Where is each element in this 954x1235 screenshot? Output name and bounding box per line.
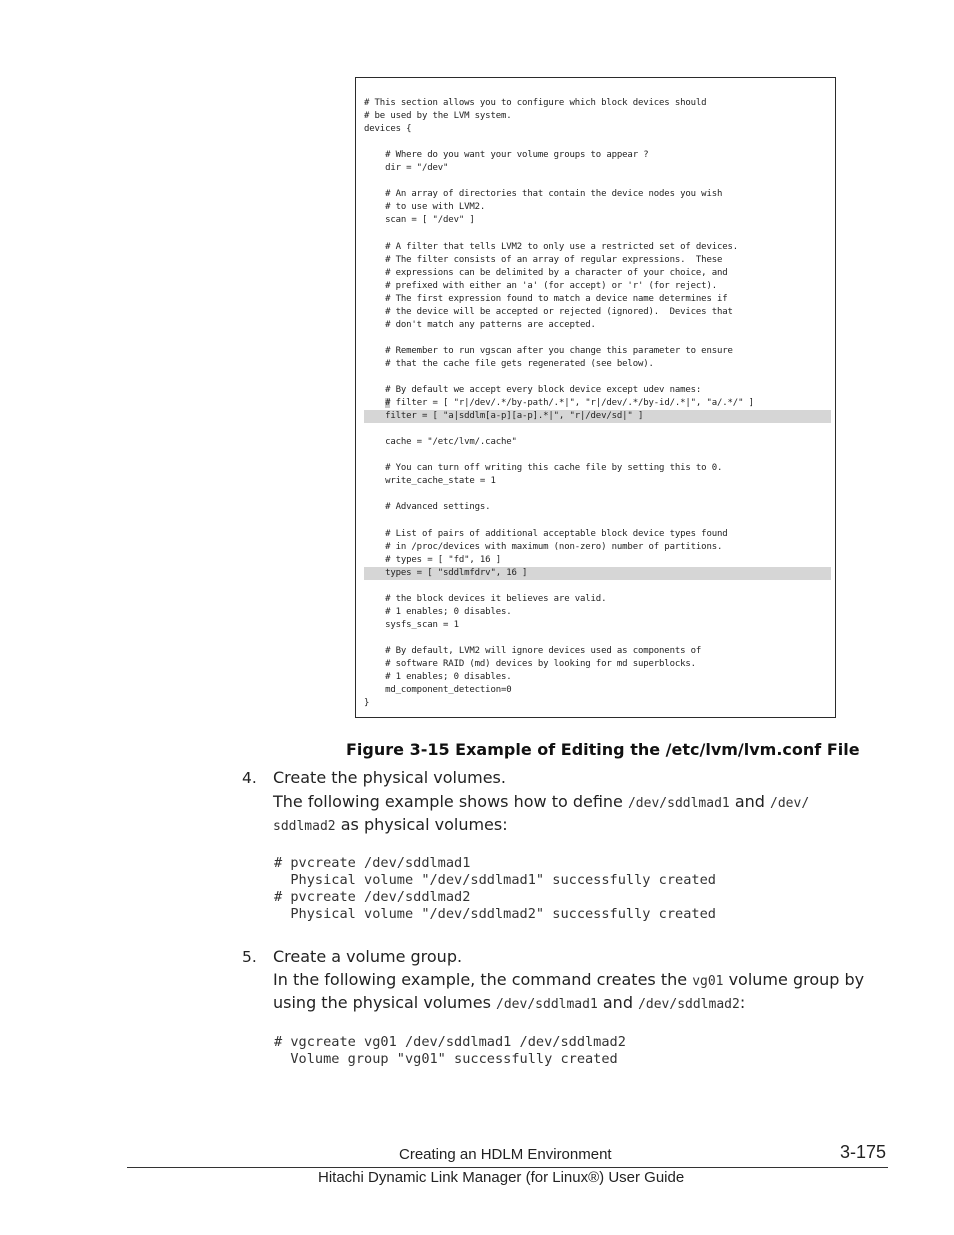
config-line [364,136,831,149]
step-4-title: Create the physical volumes. [273,768,506,787]
config-line: # filter = [ "r|/dev/.*/by-path/.*|", "r|/dev/.*/by-id/.*|", "a/.*/" ] [385,398,754,409]
step-4-text-2: and [729,792,771,811]
step-4-code-block: # pvcreate /dev/sddlmad1 Physical volume "/dev/sddlmad1" successfully created # pvcreate /dev/sddlmad2 Physical volume "/dev/sddlmad2" successfully created [274,855,716,922]
config-line: # to use with LVM2. [364,202,486,213]
config-line: md_component_detection=0 [364,685,512,696]
page-number: 3-175 [840,1142,887,1162]
config-line: # You can turn off writing this cache file by setting this to 0. [364,463,723,474]
config-line: # that the cache file gets regenerated (see below). [364,358,654,369]
config-line [364,175,831,188]
config-line: types = [ "sddlmfdrv", 16 ] [364,567,831,580]
footer-divider [127,1167,888,1168]
step-5-text-1: In the following example, the command creates the [273,970,693,989]
step-4-code-1: /dev/sddlmad1 [627,796,730,811]
config-line: } [364,698,370,709]
footer-guide-title: Hitachi Dynamic Link Manager (for Linux®) User Guide [318,1169,685,1186]
config-line [364,632,831,645]
step-5-description [273,970,868,1015]
config-line [364,371,831,384]
config-line [364,515,831,528]
step-5-code-1: vg01 [692,974,724,989]
step-4-number: 4. [242,769,257,787]
config-line: write_cache_state = 1 [364,476,496,487]
config-line: # prefixed with either an 'a' (for accept) or 'r' (for reject). [364,280,717,291]
step-4-code-2: /dev/ sddlmad2 [273,796,810,834]
config-line: # An array of directories that contain the device nodes you wish [364,189,723,200]
config-line: # By default, LVM2 will ignore devices used as components of [364,645,702,656]
config-line: # don't match any patterns are accepted. [364,319,596,330]
config-line [364,449,831,462]
config-line: # types = [ "fd", 16 ] [364,554,501,565]
config-file-lines [364,97,831,710]
config-line: # Remember to run vgscan after you change this parameter to ensure [364,345,733,356]
config-line: # Where do you want your volume groups to appear ? [364,150,649,161]
config-line [364,488,831,501]
config-line: # This section allows you to configure which block devices should [364,98,707,108]
step-5-code-2: /dev/sddlmad1 [496,996,598,1012]
config-line: # By default we accept every block device except udev names: [364,385,702,396]
figure-caption: Figure 3-15 Example of Editing the /etc/lvm/lvm.conf File [346,740,860,759]
config-line: # 1 enables; 0 disables. [364,606,512,617]
step-4-description [273,792,868,837]
config-line: # List of pairs of additional acceptable block device types found [364,528,728,539]
step-5-number: 5. [242,948,257,966]
config-line: scan = [ "/dev" ] [364,215,475,226]
config-line: # Advanced settings. [364,502,491,513]
step-4-text-3: as physical volumes: [335,814,508,834]
config-line: # expressions can be delimited by a character of your choice, and [364,267,728,278]
config-line: # A filter that tells LVM2 to only use a restricted set of devices. [364,241,739,252]
step-5-code-3: /dev/sddlmad2 [638,996,740,1012]
config-line [364,580,831,593]
step-4-text-1: The following example shows how to define [273,792,628,811]
footer-section-title: Creating an HDLM Environment [399,1146,612,1163]
config-line [364,423,831,436]
config-line: dir = "/dev" [364,163,449,174]
config-line: # in /proc/devices with maximum (non-zero) number of partitions. [364,541,723,552]
step-5-text-4: : [739,992,746,1012]
config-line [364,332,831,345]
config-line: # the block devices it believes are valid. [364,593,607,604]
config-line: # The first expression found to match a device name determines if [364,293,728,304]
config-line: # 1 enables; 0 disables. [364,672,512,683]
step-5-title: Create a volume group. [273,947,463,966]
config-line: devices { [364,124,412,135]
config-line [364,227,831,240]
config-line: sysfs_scan = 1 [364,619,459,630]
config-line: cache = "/etc/lvm/.cache" [364,437,517,448]
config-line: filter = [ "a|sddlm[a-p][a-p].*|", "r|/dev/sd|" ] [364,410,831,423]
step-5-code-block: # vgcreate vg01 /dev/sddlmad1 /dev/sddlmad2 Volume group "vg01" successfully created [274,1034,626,1067]
config-line: # be used by the LVM system. [364,111,512,122]
config-line: # software RAID (md) devices by looking for md superblocks. [364,659,696,670]
step-5-text-2: volume group by using the physical volumes [273,970,865,1012]
config-line: # The filter consists of an array of regular expressions. These [364,254,723,265]
step-5-text-3: and [597,992,639,1012]
config-line: # the device will be accepted or rejected (ignored). Devices that [364,306,733,317]
config-file-figure [355,77,836,718]
text-cursor: # [385,398,391,409]
